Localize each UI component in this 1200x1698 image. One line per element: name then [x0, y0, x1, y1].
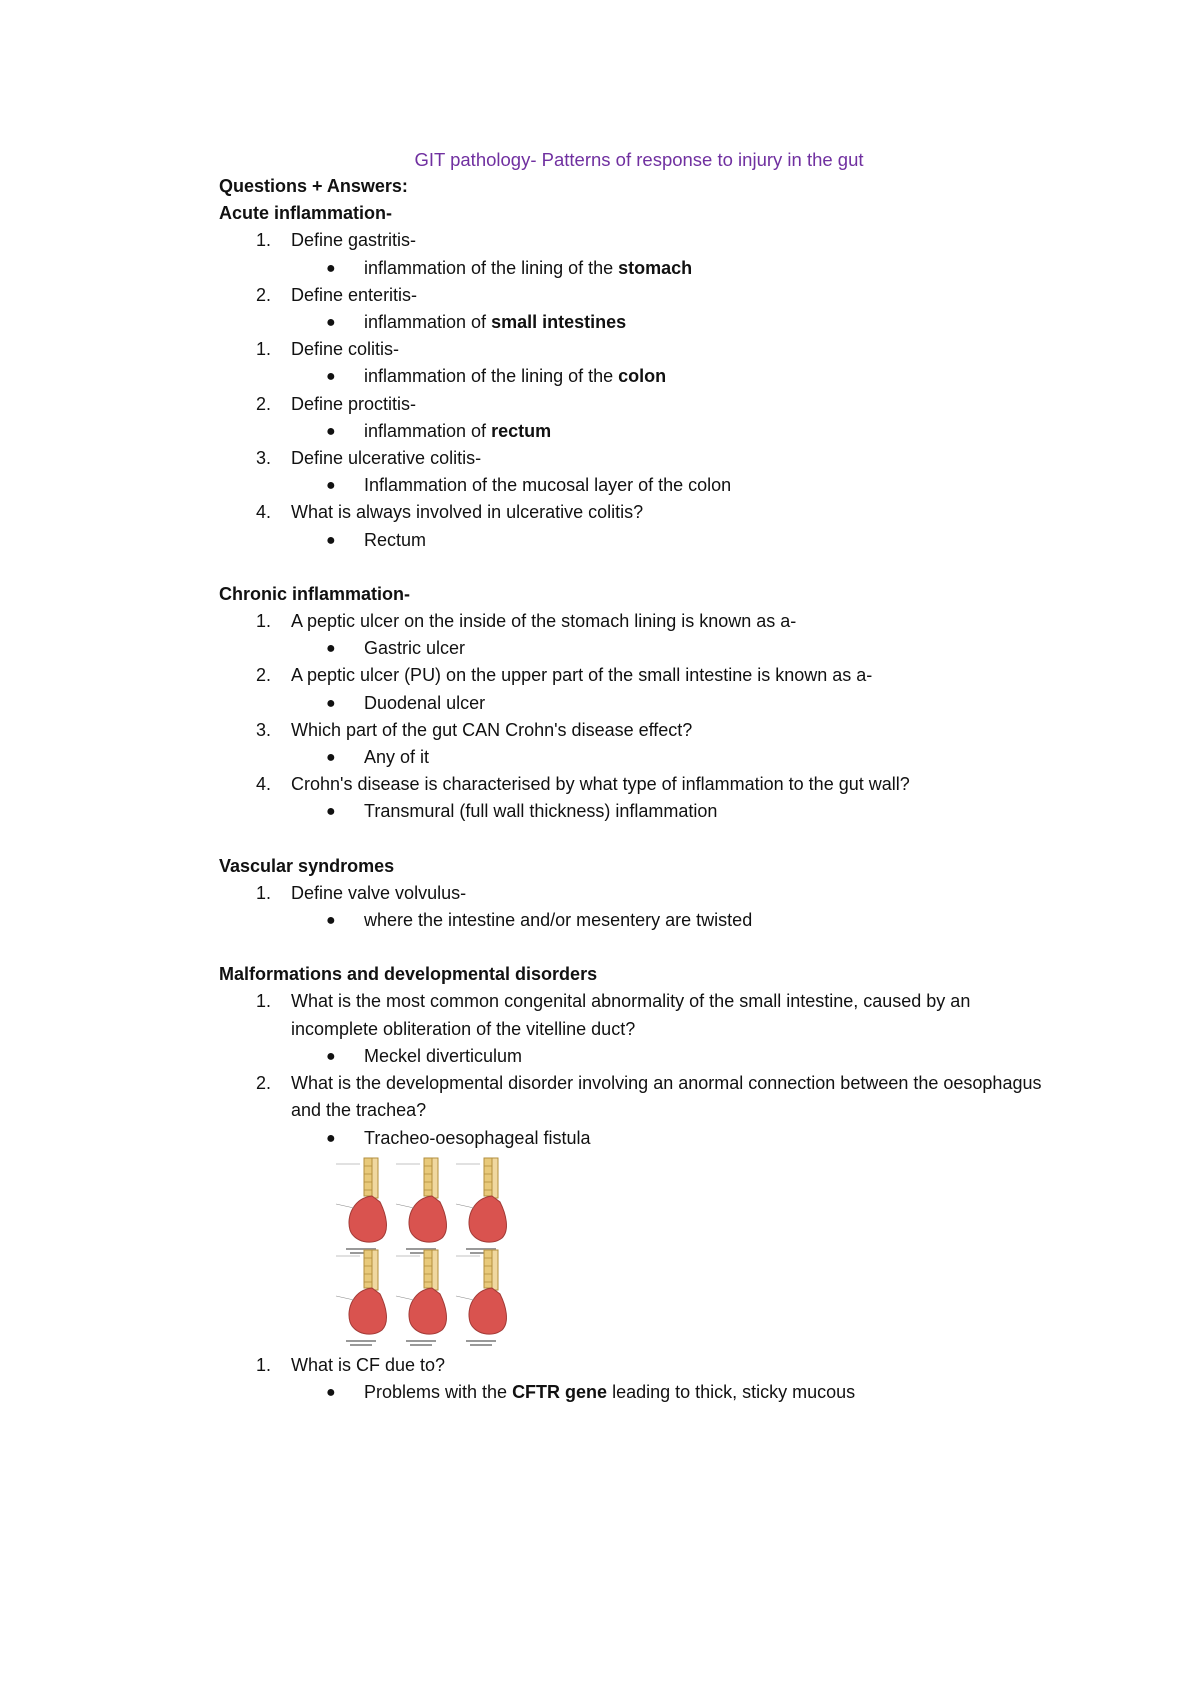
bullet-icon: ●	[326, 422, 336, 440]
answer-item: ● inflammation of the lining of the colon	[219, 363, 1099, 390]
answer-item: ● Transmural (full wall thickness) inflammation	[219, 798, 1099, 825]
bullet-icon: ●	[326, 259, 336, 277]
bullet-icon: ●	[326, 912, 336, 930]
spacer	[219, 826, 1099, 853]
question-item: 1. What is the most common congenital abnormality of the small intestine, caused by an incomplete obliteration of the vitelline duct?	[256, 991, 971, 1039]
spacer	[219, 934, 1099, 961]
answer-item: ● Meckel diverticulum	[219, 1043, 1099, 1070]
intro-heading: Questions + Answers:	[219, 176, 408, 196]
question-item: 2. A peptic ulcer (PU) on the upper part of the small intestine is known as a-	[256, 665, 873, 686]
page-title: GIT pathology- Patterns of response to injury in the gut	[414, 149, 864, 170]
answer-item: ● inflammation of rectum	[219, 418, 1099, 445]
section-heading-vascular: Vascular syndromes	[219, 855, 395, 876]
tracheo-oesophageal-fistula-figure	[334, 1156, 514, 1346]
answer-item: ● inflammation of small intestines	[219, 309, 1099, 336]
document-body	[219, 173, 1099, 1406]
bullet-icon: ●	[326, 1047, 336, 1065]
answer-item: ● Any of it	[219, 744, 1099, 771]
bullet-icon: ●	[326, 368, 336, 386]
answer-item: ● Gastric ulcer	[219, 635, 1099, 662]
bullet-icon: ●	[326, 749, 336, 767]
question-item: 4. What is always involved in ulcerative colitis?	[256, 502, 644, 523]
question-item: 3. Define ulcerative colitis-	[256, 448, 482, 469]
question-item: 1. Define valve volvulus-	[256, 882, 467, 903]
question-item: 2. Define proctitis-	[256, 393, 417, 414]
question-item: 3. Which part of the gut CAN Crohn's disease effect?	[256, 719, 693, 740]
answer-item: ● Inflammation of the mucosal layer of the colon	[219, 472, 1099, 499]
answer-item: ● Duodenal ulcer	[219, 690, 1099, 717]
question-item: 1. A peptic ulcer on the inside of the stomach lining is known as a-	[256, 611, 797, 632]
question-item: 1. What is CF due to?	[256, 1354, 446, 1375]
question-item: 2. Define enteritis-	[256, 284, 418, 305]
bullet-icon: ●	[326, 477, 336, 495]
answer-item: ● where the intestine and/or mesentery are twisted	[219, 907, 1099, 934]
question-item: 1. Define colitis-	[256, 339, 400, 360]
question-item: 1. Define gastritis-	[256, 230, 417, 251]
spacer	[219, 554, 1099, 581]
question-item: 2. What is the developmental disorder involving an anormal connection between the oesophagus and the trachea?	[256, 1073, 1042, 1121]
bullet-icon: ●	[326, 1129, 336, 1147]
bullet-icon: ●	[326, 694, 336, 712]
question-item: 4. Crohn's disease is characterised by what type of inflammation to the gut wall?	[256, 774, 910, 795]
answer-item: ● Problems with the CFTR gene leading to thick, sticky mucous	[219, 1379, 1099, 1406]
section-heading-malformations: Malformations and developmental disorders	[219, 964, 598, 985]
answer-item: ● inflammation of the lining of the stomach	[219, 255, 1099, 282]
bullet-icon: ●	[326, 531, 336, 549]
bullet-icon: ●	[326, 640, 336, 658]
section-heading-chronic: Chronic inflammation-	[219, 583, 411, 604]
bullet-icon: ●	[326, 314, 336, 332]
answer-item: ● Tracheo-oesophageal fistula	[219, 1125, 1099, 1152]
bullet-icon: ●	[326, 803, 336, 821]
answer-item: ● Rectum	[219, 527, 1099, 554]
section-heading-acute: Acute inflammation-	[219, 203, 393, 224]
fistula-diagram-grid	[334, 1156, 514, 1346]
bullet-icon: ●	[326, 1383, 336, 1401]
